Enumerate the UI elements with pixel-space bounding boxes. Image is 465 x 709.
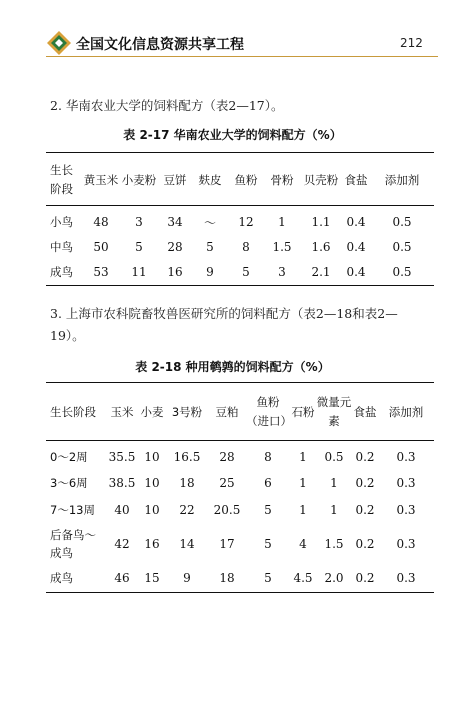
table-17-body bbox=[46, 210, 434, 284]
table-cell: 1 bbox=[278, 215, 286, 229]
table-18 bbox=[46, 388, 434, 436]
table-18-col-header: 小麦 bbox=[140, 404, 164, 419]
table-cell: 10 bbox=[144, 449, 160, 464]
row-stage-cell: 7～13周 bbox=[50, 502, 95, 517]
row-stage-cell: 小鸟 bbox=[50, 215, 73, 229]
table-cell: 20.5 bbox=[213, 502, 241, 517]
table-cell: 3 bbox=[278, 264, 286, 279]
table-cell: 0.3 bbox=[396, 502, 416, 517]
table-18-bottom-rule bbox=[46, 592, 434, 593]
table-row bbox=[46, 469, 434, 496]
table-cell: 0.5 bbox=[324, 449, 344, 464]
table-cell: 1 bbox=[299, 502, 307, 517]
table-18-col-header: 微量元素 bbox=[316, 395, 352, 428]
table-17-col-header: 麸皮 bbox=[198, 172, 222, 187]
table-cell: 1.5 bbox=[272, 239, 292, 254]
table-17-col-header: 食盐 bbox=[344, 172, 368, 187]
table-17-header-row bbox=[46, 156, 434, 204]
table-cell: 28 bbox=[219, 449, 235, 464]
table-cell: 0.4 bbox=[346, 239, 366, 254]
page-header bbox=[0, 0, 465, 62]
table-17-header-rule bbox=[46, 205, 434, 206]
table-cell: 1.1 bbox=[311, 215, 331, 229]
table-cell: 18 bbox=[219, 571, 235, 585]
table-18-col-header: 生长阶段 bbox=[50, 404, 96, 419]
table-cell: 5 bbox=[242, 264, 250, 279]
table-row bbox=[46, 259, 434, 284]
table-row bbox=[46, 210, 434, 234]
table-18-col-header: 玉米 bbox=[110, 404, 134, 419]
table-17-col-header: 鱼粉 bbox=[234, 172, 258, 187]
table-cell: 1 bbox=[330, 502, 338, 517]
table-cell: 6 bbox=[264, 475, 272, 490]
table-row bbox=[46, 523, 434, 565]
table-cell: 35.5 bbox=[108, 449, 136, 464]
table-cell: 18 bbox=[179, 475, 195, 490]
table-18-col-header: 添加剂 bbox=[388, 404, 424, 419]
table-18-top-rule bbox=[46, 382, 434, 383]
table-cell: 0.3 bbox=[396, 537, 416, 551]
table-17-bottom-rule bbox=[46, 285, 434, 286]
table-cell: 12 bbox=[238, 215, 254, 229]
table-cell: 0.3 bbox=[396, 571, 416, 585]
table-17-title: 表 2-17 华南农业大学的饲料配方（%） bbox=[123, 128, 342, 142]
table-17-col-header: 豆饼 bbox=[163, 172, 187, 187]
table-cell: 28 bbox=[167, 239, 183, 254]
table-cell: 0.2 bbox=[355, 537, 375, 551]
table-cell: 0.5 bbox=[392, 239, 412, 254]
table-18-title: 表 2-18 种用鹌鹑的饲料配方（%） bbox=[135, 360, 330, 374]
table-cell: 0.5 bbox=[392, 264, 412, 279]
row-stage-cell: 中鸟 bbox=[50, 239, 73, 254]
table-17-col-header: 黄玉米 bbox=[83, 172, 119, 187]
table-cell: 2.0 bbox=[324, 571, 344, 585]
row-stage-cell: 后备鸟～成鸟 bbox=[50, 528, 96, 560]
table-cell: 5 bbox=[135, 239, 143, 254]
table-cell: 8 bbox=[264, 449, 272, 464]
table-cell: 0.2 bbox=[355, 571, 375, 585]
table-cell: 0.2 bbox=[355, 449, 375, 464]
table-cell: 1.5 bbox=[324, 537, 344, 551]
table-17 bbox=[46, 156, 434, 204]
table-cell: 0.5 bbox=[392, 215, 412, 229]
table-18-col-header: 石粉 bbox=[291, 404, 315, 419]
table-cell: 1 bbox=[299, 449, 307, 464]
table-17-col-header: 贝壳粉 bbox=[303, 172, 339, 187]
table-row bbox=[46, 444, 434, 469]
library-logo-icon bbox=[46, 30, 72, 56]
row-stage-cell: 成鸟 bbox=[50, 264, 73, 279]
row-stage-cell: 成鸟 bbox=[50, 571, 73, 585]
site-title: 全国文化信息资源共享工程 bbox=[76, 37, 244, 53]
table-row bbox=[46, 234, 434, 259]
table-cell: 16 bbox=[144, 537, 160, 551]
table-cell: 8 bbox=[242, 239, 250, 254]
table-cell: 0.4 bbox=[346, 215, 366, 229]
table-cell: 42 bbox=[114, 537, 130, 551]
table-cell: 46 bbox=[114, 571, 130, 585]
table-cell: 5 bbox=[264, 502, 272, 517]
table-cell: 48 bbox=[93, 215, 109, 229]
table-cell: 10 bbox=[144, 475, 160, 490]
row-stage-cell: 3～6周 bbox=[50, 475, 88, 490]
table-18-col-header: 鱼粉（进口） bbox=[246, 395, 292, 428]
table-cell: 5 bbox=[206, 239, 214, 254]
table-18-header-row bbox=[46, 388, 434, 436]
table-cell: 9 bbox=[206, 264, 214, 279]
table-17-col-header: 生长阶段 bbox=[50, 163, 73, 196]
table-17-col-header: 添加剂 bbox=[384, 172, 420, 187]
table-cell: 16.5 bbox=[173, 449, 201, 464]
table-cell: 1.6 bbox=[311, 239, 331, 254]
table-cell: 22 bbox=[179, 502, 195, 517]
table-cell: 40 bbox=[114, 502, 130, 517]
page-number: 212 bbox=[400, 36, 423, 50]
table-cell: 0.4 bbox=[346, 264, 366, 279]
table-cell: 38.5 bbox=[108, 475, 136, 490]
table-18-col-header: 食盐 bbox=[353, 404, 377, 419]
table-cell: 0.3 bbox=[396, 475, 416, 490]
table-cell: 14 bbox=[179, 537, 195, 551]
table-cell: 1 bbox=[330, 475, 338, 490]
table-cell: 4 bbox=[299, 537, 307, 551]
table-cell: 0.2 bbox=[355, 475, 375, 490]
table-18-body bbox=[46, 444, 434, 591]
paragraph-1: 2. 华南农业大学的饲料配方（表2—17）。 bbox=[50, 98, 284, 113]
table-cell: 0.2 bbox=[355, 502, 375, 517]
table-row bbox=[46, 565, 434, 591]
table-cell: 11 bbox=[131, 264, 147, 279]
table-cell: 15 bbox=[144, 571, 160, 585]
table-cell: 1 bbox=[299, 475, 307, 490]
table-cell: 34 bbox=[167, 215, 183, 229]
table-cell: 17 bbox=[219, 537, 235, 551]
table-cell: ～ bbox=[203, 215, 216, 230]
header-divider bbox=[46, 56, 438, 57]
paragraph-2: 3. 上海市农科院畜牧兽医研究所的饲料配方（表2—18和表2—19）。 bbox=[50, 306, 398, 343]
table-18-header-rule bbox=[46, 440, 434, 441]
table-cell: 3 bbox=[135, 215, 143, 229]
table-17-col-header: 骨粉 bbox=[270, 172, 294, 187]
table-cell: 4.5 bbox=[293, 571, 313, 585]
table-cell: 5 bbox=[264, 537, 272, 551]
table-cell: 16 bbox=[167, 264, 183, 279]
table-cell: 0.3 bbox=[396, 449, 416, 464]
table-cell: 9 bbox=[183, 571, 191, 585]
row-stage-cell: 0～2周 bbox=[50, 449, 88, 464]
table-cell: 2.1 bbox=[311, 264, 331, 279]
table-cell: 53 bbox=[93, 264, 109, 279]
table-row bbox=[46, 496, 434, 523]
table-cell: 50 bbox=[93, 239, 109, 254]
table-18-col-header: 3号粉 bbox=[171, 404, 203, 419]
table-cell: 10 bbox=[144, 502, 160, 517]
table-cell: 25 bbox=[219, 475, 235, 490]
table-17-top-rule bbox=[46, 152, 434, 153]
table-17-col-header: 小麦粉 bbox=[121, 172, 157, 187]
table-18-col-header: 豆粕 bbox=[215, 404, 239, 419]
table-cell: 5 bbox=[264, 571, 272, 585]
